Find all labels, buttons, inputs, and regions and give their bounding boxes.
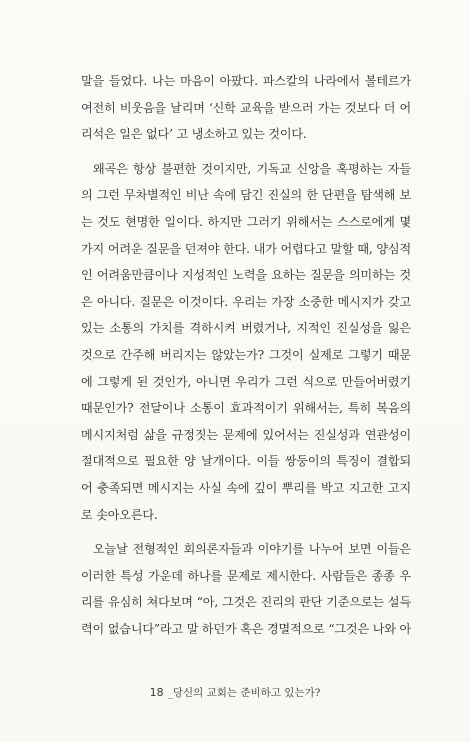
text-line: 이러한 특성 가운데 하나를 문제로 제시한다. 사람들은 종종 우 (81, 568, 411, 583)
paragraph-2 (81, 156, 411, 528)
paragraph-1 (81, 68, 411, 148)
paragraph-3 (81, 536, 411, 642)
text-line: 는 것도 현명한 일이다. 하지만 그러기 위해서는 스스로에게 몇 (81, 214, 411, 229)
text-line: 왜곡은 항상 불편한 것이지만, 기독교 신앙을 혹평하는 자들 (93, 161, 411, 176)
text-line: 때문인가? 전달이나 소통이 효과적이기 위해서는, 특히 복음의 (81, 401, 411, 416)
footer-separator: _ (167, 687, 173, 699)
text-line: 절대적으로 필요한 양 날개이다. 이들 쌍둥이의 특징이 결합되 (81, 454, 411, 469)
body-text (81, 68, 411, 642)
text-line: 인 어려움만큼이나 지성적인 노력을 요하는 질문을 의미하는 것 (81, 268, 411, 283)
page-number: 18 (149, 686, 164, 699)
text-line: 의 그런 무차별적인 비난 속에 담긴 진실의 한 단편을 탐색해 보 (81, 188, 411, 203)
text-line: 은 아니다. 질문은 이것이다. 우리는 가장 소중한 메시지가 갖고 (81, 294, 411, 309)
text-line: 리를 유심히 쳐다보며 “아, 그것은 진리의 판단 기준으로는 설득 (81, 595, 411, 610)
running-title: 당신의 교회는 준비하고 있는가? (172, 687, 321, 699)
page-footer (0, 686, 470, 700)
paragraph-spacing (81, 528, 411, 536)
text-line: 오늘날 전형적인 회의론자들과 이야기를 나누어 보면 이들은 (93, 542, 411, 557)
text-line: 리석은 일은 없다’ 고 냉소하고 있는 것이다. (81, 127, 307, 142)
text-line: 로 솟아오른다. (81, 507, 158, 522)
text-line: 있는 소통의 가치를 격하시켜 버렸거나, 지적인 진실성을 잃은 (81, 321, 411, 336)
paragraph-spacing (81, 148, 411, 156)
text-line: 력이 없습니다”라고 말 하던가 혹은 경멸적으로 “그것은 나와 아 (81, 621, 411, 636)
text-line: 메시지처럼 삶을 규정짓는 문제에 있어서는 진실성과 연관성이 (81, 427, 411, 442)
text-line: 가지 어려운 질문을 던져야 한다. 내가 어렵다고 말할 때, 양심적 (81, 241, 411, 256)
text-line: 것으로 간주해 버리지는 않았는가? 그것이 실제로 그렇기 때문 (81, 347, 411, 362)
text-line: 에 그렇게 된 것인가, 아니면 우리가 그런 식으로 만들어버렸기 (81, 374, 411, 389)
text-line: 말을 들었다. 나는 마음이 아팠다. 파스칼의 나라에서 볼테르가 (81, 74, 411, 88)
text-line: 여전히 비웃음을 날리며 ‘신학 교육을 받으러 가는 것보다 더 어 (81, 100, 411, 115)
text-line: 어 충족되면 메시지는 사실 속에 깊이 뿌리를 박고 지고한 고지 (81, 480, 411, 495)
